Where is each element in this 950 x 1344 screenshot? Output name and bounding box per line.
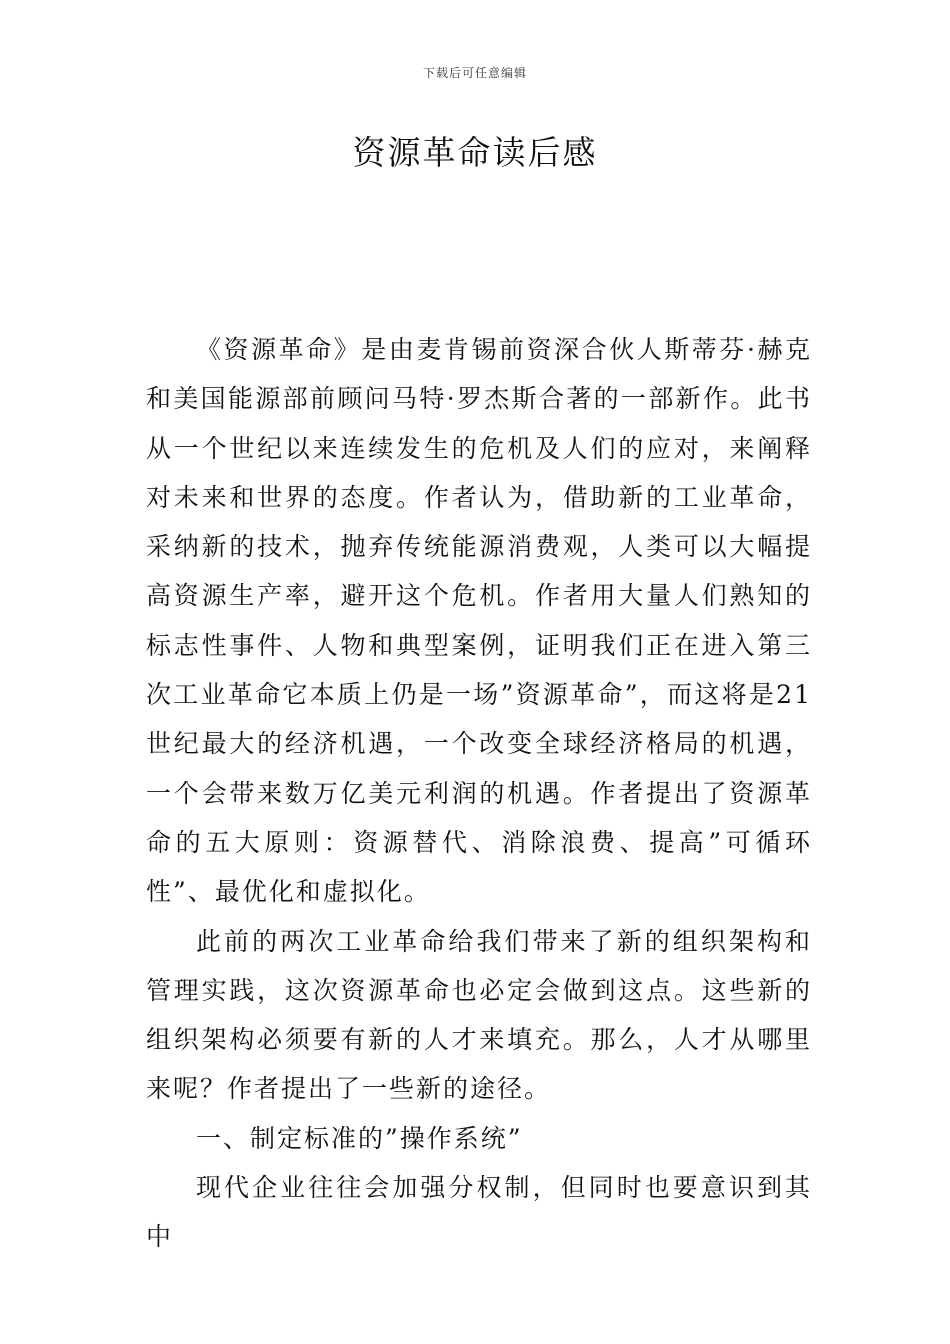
- page-title: 资源革命读后感: [352, 133, 598, 172]
- document-body: [146, 325, 812, 1262]
- paragraph-section-1: 现代企业往往会加强分权制，但同时也要意识到其中: [146, 1173, 812, 1252]
- section-heading-1: 一、制定标准的”操作系统”: [196, 1123, 523, 1153]
- header-note: 下载后可任意编辑: [422, 66, 527, 80]
- paragraph-intro: 《资源革命》是由麦肯锡前资深合伙人斯蒂芬·赫克和美国能源部前顾问马特·罗杰斯合著的一部新作。此书从一个世纪以来连续发生的危机及人们的应对，来阐释对未来和世界的态度。作者认为，借助新的工业革命，采纳新的技术，抛弃传统能源消费观，人类可以大幅提高资源生产率，避开这个危机。作者用大量人们熟知的标志性事件、人物和典型案例，证明我们正在进入第三次工业革命它本质上仍是一场”资源革命”，而这将是21世纪最大的经济机遇，一个改变全球经济格局的机遇，一个会带来数万亿美元利润的机遇。作者提出了资源革命的五大原则：资源替代、消除浪费、提高”可循环性”、最优化和虚拟化。: [146, 335, 812, 907]
- paragraph-talent: 此前的两次工业革命给我们带来了新的组织架构和管理实践，这次资源革命也必定会做到这点。这些新的组织架构必须要有新的人才来填充。那么，人才从哪里来呢？作者提出了一些新的途径。: [146, 926, 812, 1104]
